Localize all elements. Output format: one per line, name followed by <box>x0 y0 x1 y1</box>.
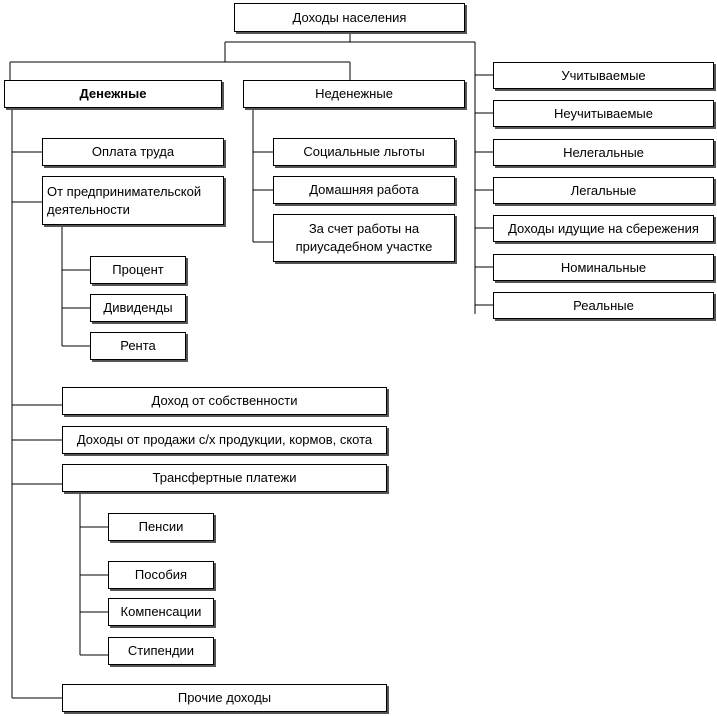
monetary-item-entrepreneur: От предпринимательской деятельности <box>42 176 224 225</box>
nonmonetary-item-benefits: Социальные льготы <box>273 138 455 166</box>
class-node-unaccounted: Неучитываемые <box>493 100 714 127</box>
monetary-node: Денежные <box>4 80 222 108</box>
monetary-item-property: Доход от собственности <box>62 387 387 415</box>
transfers-sub-scholarships: Стипендии <box>108 637 214 665</box>
nonmonetary-item-housework: Домашняя работа <box>273 176 455 204</box>
monetary-item-other: Прочие доходы <box>62 684 387 712</box>
transfers-sub-compensations: Компенсации <box>108 598 214 626</box>
root-node: Доходы населения <box>234 3 465 32</box>
entrepreneur-sub-dividends: Дивиденды <box>90 294 186 322</box>
transfers-sub-allowances: Пособия <box>108 561 214 589</box>
entrepreneur-sub-rent: Рента <box>90 332 186 360</box>
class-node-accounted: Учитываемые <box>493 62 714 89</box>
nonmonetary-item-household-plot: За счет работы на приусадебном участке <box>273 214 455 262</box>
transfers-sub-pensions: Пенсии <box>108 513 214 541</box>
class-node-savings: Доходы идущие на сбережения <box>493 215 714 242</box>
class-node-nominal: Номинальные <box>493 254 714 281</box>
monetary-item-agri: Доходы от продажи с/х продукции, кормов, скота <box>62 426 387 454</box>
nonmonetary-node: Неденежные <box>243 80 465 108</box>
entrepreneur-sub-interest: Процент <box>90 256 186 284</box>
class-node-illegal: Нелегальные <box>493 139 714 166</box>
monetary-item-transfers: Трансфертные платежи <box>62 464 387 492</box>
monetary-item-labor: Оплата труда <box>42 138 224 166</box>
class-node-legal: Легальные <box>493 177 714 204</box>
class-node-real: Реальные <box>493 292 714 319</box>
